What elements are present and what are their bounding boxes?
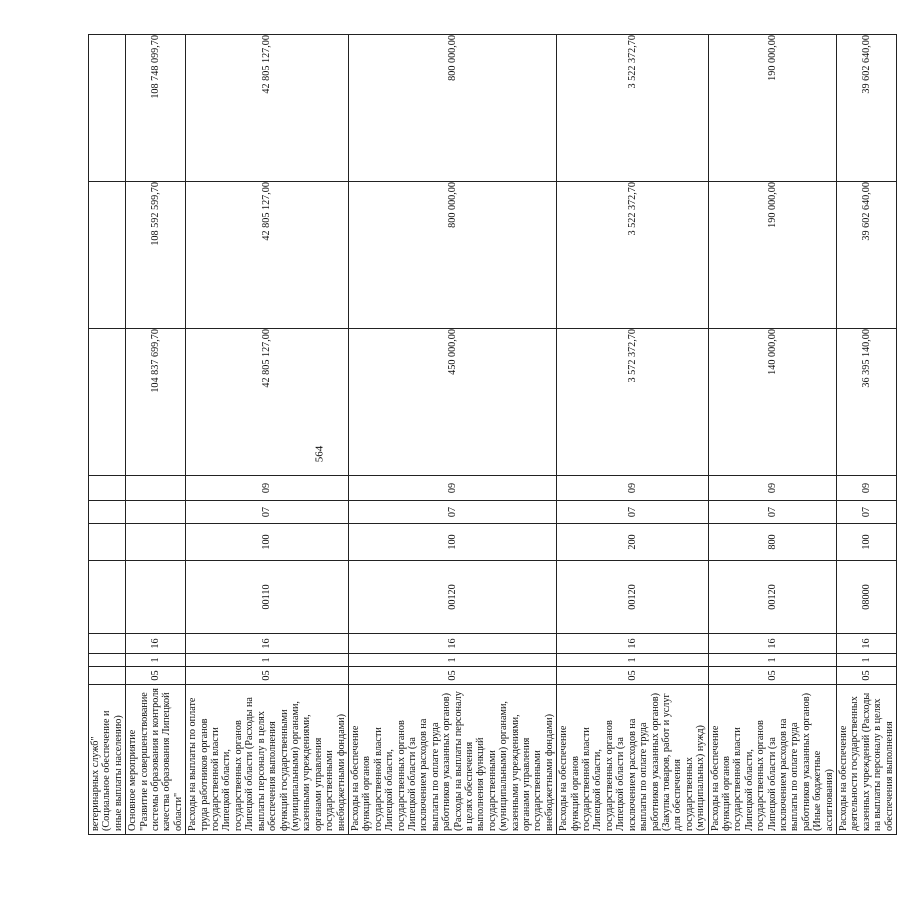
code-rz: 07 [348, 501, 556, 524]
table-row [89, 35, 126, 835]
code-pr: 1 [126, 654, 186, 667]
amount-year1: 36 395 140,00 [837, 329, 897, 476]
code-rz: 07 [186, 501, 349, 524]
amount-year3 [89, 35, 126, 182]
code-vr: 100 [837, 524, 897, 561]
row-name: Расходы на обеспечение деятельности государственных казенных учреждений (Расходы на выплаты персоналу в целях обеспечения выполнения [837, 685, 897, 835]
table-row [557, 35, 708, 835]
code-pr2 [126, 476, 186, 501]
code-gr: 05 [186, 667, 349, 685]
code-rz [89, 501, 126, 524]
code-pr: 1 [348, 654, 556, 667]
row-name: Расходы на обеспечение функций органов государственной власти Липецкой области, государственных органов Липецкой области (за исключением расходов на выплаты по оплате труда работников указанных органов) (Закупка товаров, работ и услуг для обеспечения государственных (муниципальных) нужд) [557, 685, 708, 835]
code-pr2: 09 [837, 476, 897, 501]
budget-table [88, 34, 897, 835]
code-pr: 1 [708, 654, 836, 667]
amount-year3: 190 000,00 [708, 35, 836, 182]
amount-year3: 42 805 127,00 [186, 35, 349, 182]
code-rz [126, 501, 186, 524]
row-name: Расходы на выплаты по оплате труда работников органов государственной власти Липецкой области, государственных органов Липецкой области (Расходы на выплаты персоналу в целях обеспечения выполнения функций государственными (муниципальными) органами, казенными учреждениями, органами управления государственными внебюджетными фондами) [186, 685, 349, 835]
code-st2: 00120 [708, 561, 836, 634]
code-vr: 800 [708, 524, 836, 561]
code-pr: 1 [557, 654, 708, 667]
code-st2: 08000 [837, 561, 897, 634]
code-gr [89, 667, 126, 685]
code-vr: 100 [348, 524, 556, 561]
code-pr: 1 [837, 654, 897, 667]
code-rz: 07 [708, 501, 836, 524]
amount-year3: 108 748 099,70 [126, 35, 186, 182]
table-row [186, 35, 349, 835]
code-st1: 16 [348, 634, 556, 654]
code-st2: 00120 [557, 561, 708, 634]
amount-year2: 190 000,00 [708, 182, 836, 329]
amount-year2: 39 602 640,00 [837, 182, 897, 329]
amount-year2 [89, 182, 126, 329]
amount-year1: 3 572 372,70 [557, 329, 708, 476]
row-name: Расходы на обеспечение функций органов государственной власти Липецкой области, государственных органов Липецкой области (за исключением расходов на выплаты по оплате труда работников указанных органов) (Иные бюджетные ассигнования) [708, 685, 836, 835]
code-st2 [89, 561, 126, 634]
amount-year2: 42 805 127,00 [186, 182, 349, 329]
table-row [348, 35, 556, 835]
code-st1: 16 [186, 634, 349, 654]
row-name: Расходы на обеспечение функций органов государственной власти Липецкой области, государственных органов Липецкой области (за исключением расходов на выплаты по оплате труда работников указанных органов) (Расходы на выплаты персоналу в целях обеспечения выполнения функций государственными (муниципальными) органами, казенными учреждениями, органами управления государственными внебюджетными фондами) [348, 685, 556, 835]
amount-year2: 108 592 599,70 [126, 182, 186, 329]
amount-year3: 39 602 640,00 [837, 35, 897, 182]
code-st2: 00110 [186, 561, 349, 634]
amount-year1 [89, 329, 126, 476]
code-vr [126, 524, 186, 561]
code-st1: 16 [126, 634, 186, 654]
row-name: Основное мероприятие "Развитие и совершенствование системы образования и контроля качества образования Липецкой области" [126, 685, 186, 835]
code-st1: 16 [557, 634, 708, 654]
table-row [708, 35, 836, 835]
code-rz: 07 [557, 501, 708, 524]
code-gr: 05 [837, 667, 897, 685]
code-st2: 00120 [348, 561, 556, 634]
code-st2 [126, 561, 186, 634]
code-pr2: 09 [186, 476, 349, 501]
amount-year1: 104 837 699,70 [126, 329, 186, 476]
amount-year1: 42 805 127,00 [186, 329, 349, 476]
amount-year3: 3 522 372,70 [557, 35, 708, 182]
code-gr: 05 [348, 667, 556, 685]
amount-year1: 140 000,00 [708, 329, 836, 476]
code-gr: 05 [708, 667, 836, 685]
code-st1: 16 [837, 634, 897, 654]
amount-year2: 800 000,00 [348, 182, 556, 329]
code-vr: 100 [186, 524, 349, 561]
code-pr2: 09 [348, 476, 556, 501]
code-gr: 05 [557, 667, 708, 685]
code-pr2 [89, 476, 126, 501]
code-gr: 05 [126, 667, 186, 685]
amount-year3: 800 000,00 [348, 35, 556, 182]
code-st1: 16 [708, 634, 836, 654]
code-vr [89, 524, 126, 561]
amount-year1: 450 000,00 [348, 329, 556, 476]
code-st1 [89, 634, 126, 654]
page-number: 564 [313, 445, 326, 463]
code-pr2: 09 [708, 476, 836, 501]
code-rz: 07 [837, 501, 897, 524]
table-row [837, 35, 897, 835]
amount-year2: 3 522 372,70 [557, 182, 708, 329]
rotated-table-container [88, 35, 895, 835]
table-row [126, 35, 186, 835]
row-name: ветеринарных служб" (Социальное обеспечение и иные выплаты населению) [89, 685, 126, 835]
code-pr2: 09 [557, 476, 708, 501]
code-pr: 1 [186, 654, 349, 667]
code-pr [89, 654, 126, 667]
code-vr: 200 [557, 524, 708, 561]
